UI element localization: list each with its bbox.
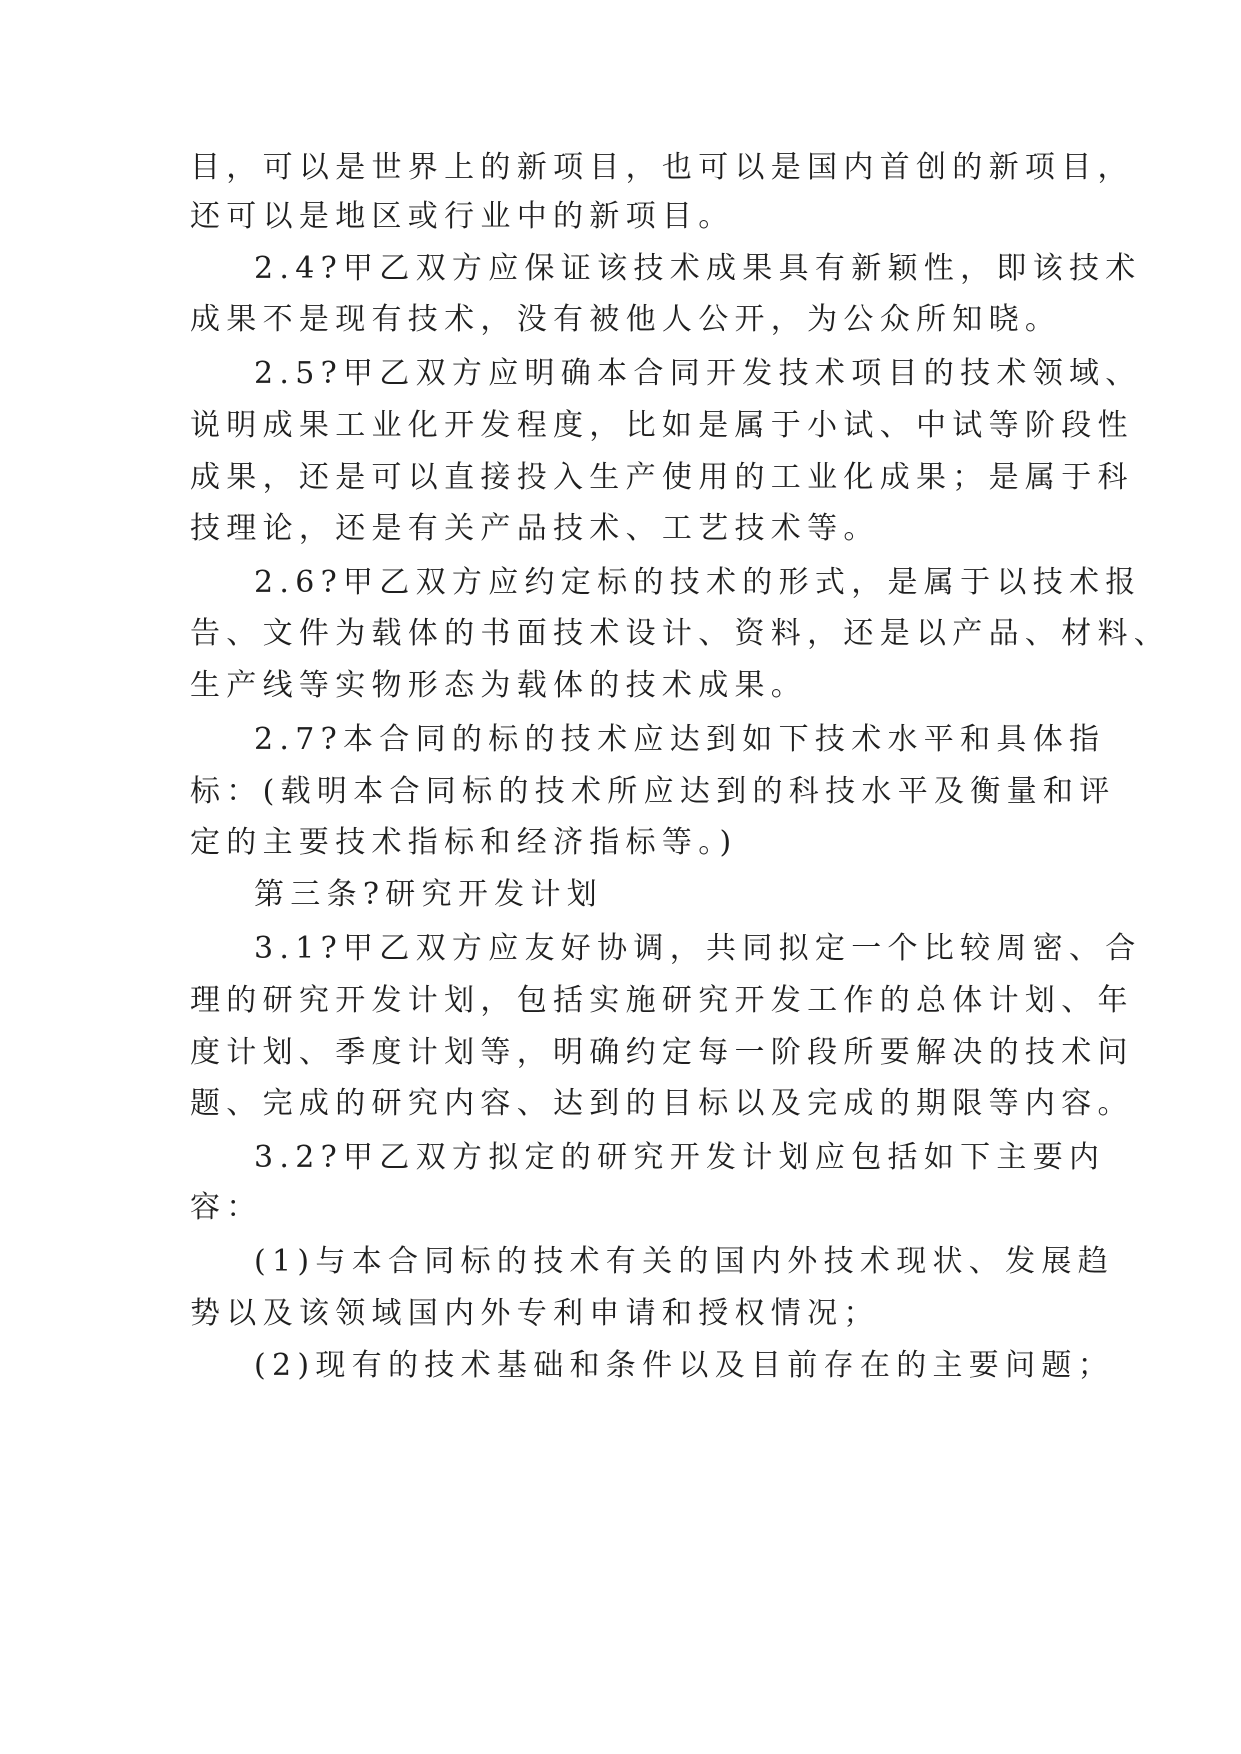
paragraph-line: (2)现有的技术基础和条件以及目前存在的主要问题；: [254, 1348, 1114, 1383]
paragraph-line: 理的研究开发计划，包括实施研究开发工作的总体计划、年: [190, 983, 1134, 1018]
paragraph-line: 2.7?本合同的标的技术应达到如下技术水平和具体指: [254, 722, 1106, 757]
paragraph-line: 还可以是地区或行业中的新项目。: [190, 199, 735, 234]
paragraph-line: 告、文件为载体的书面技术设计、资料，还是以产品、材料、: [190, 616, 1171, 651]
paragraph-line: 势以及该领域国内外专利申请和授权情况；: [190, 1296, 880, 1331]
paragraph-line: 容：: [190, 1190, 263, 1225]
paragraph-line: 题、完成的研究内容、达到的目标以及完成的期限等内容。: [190, 1086, 1134, 1121]
paragraph-line: 2.4?甲乙双方应保证该技术成果具有新颖性，即该技术: [254, 251, 1142, 286]
paragraph-line: 生产线等实物形态为载体的技术成果。: [190, 668, 808, 703]
section-heading: 第三条?研究开发计划: [254, 877, 604, 912]
paragraph-line: (1)与本合同标的技术有关的国内外技术现状、发展趋: [254, 1244, 1114, 1279]
paragraph-line: 目，可以是世界上的新项目，也可以是国内首创的新项目，: [190, 150, 1134, 185]
paragraph-line: 说明成果工业化开发程度，比如是属于小试、中试等阶段性: [190, 408, 1134, 443]
paragraph-line: 成果不是现有技术，没有被他人公开，为公众所知晓。: [190, 302, 1062, 337]
paragraph-line: 2.5?甲乙双方应明确本合同开发技术项目的技术领域、: [254, 356, 1142, 391]
paragraph-line: 3.1?甲乙双方应友好协调，共同拟定一个比较周密、合: [254, 931, 1142, 966]
paragraph-line: 技理论，还是有关产品技术、工艺技术等。: [190, 511, 880, 546]
paragraph-line: 定的主要技术指标和经济指标等。): [190, 825, 738, 860]
paragraph-line: 3.2?甲乙双方拟定的研究开发计划应包括如下主要内: [254, 1140, 1106, 1175]
paragraph-line: 标：(载明本合同标的技术所应达到的科技水平及衡量和评: [190, 774, 1116, 809]
paragraph-line: 2.6?甲乙双方应约定标的技术的形式，是属于以技术报: [254, 565, 1142, 600]
paragraph-line: 度计划、季度计划等，明确约定每一阶段所要解决的技术问: [190, 1035, 1134, 1070]
paragraph-line: 成果，还是可以直接投入生产使用的工业化成果；是属于科: [190, 460, 1134, 495]
